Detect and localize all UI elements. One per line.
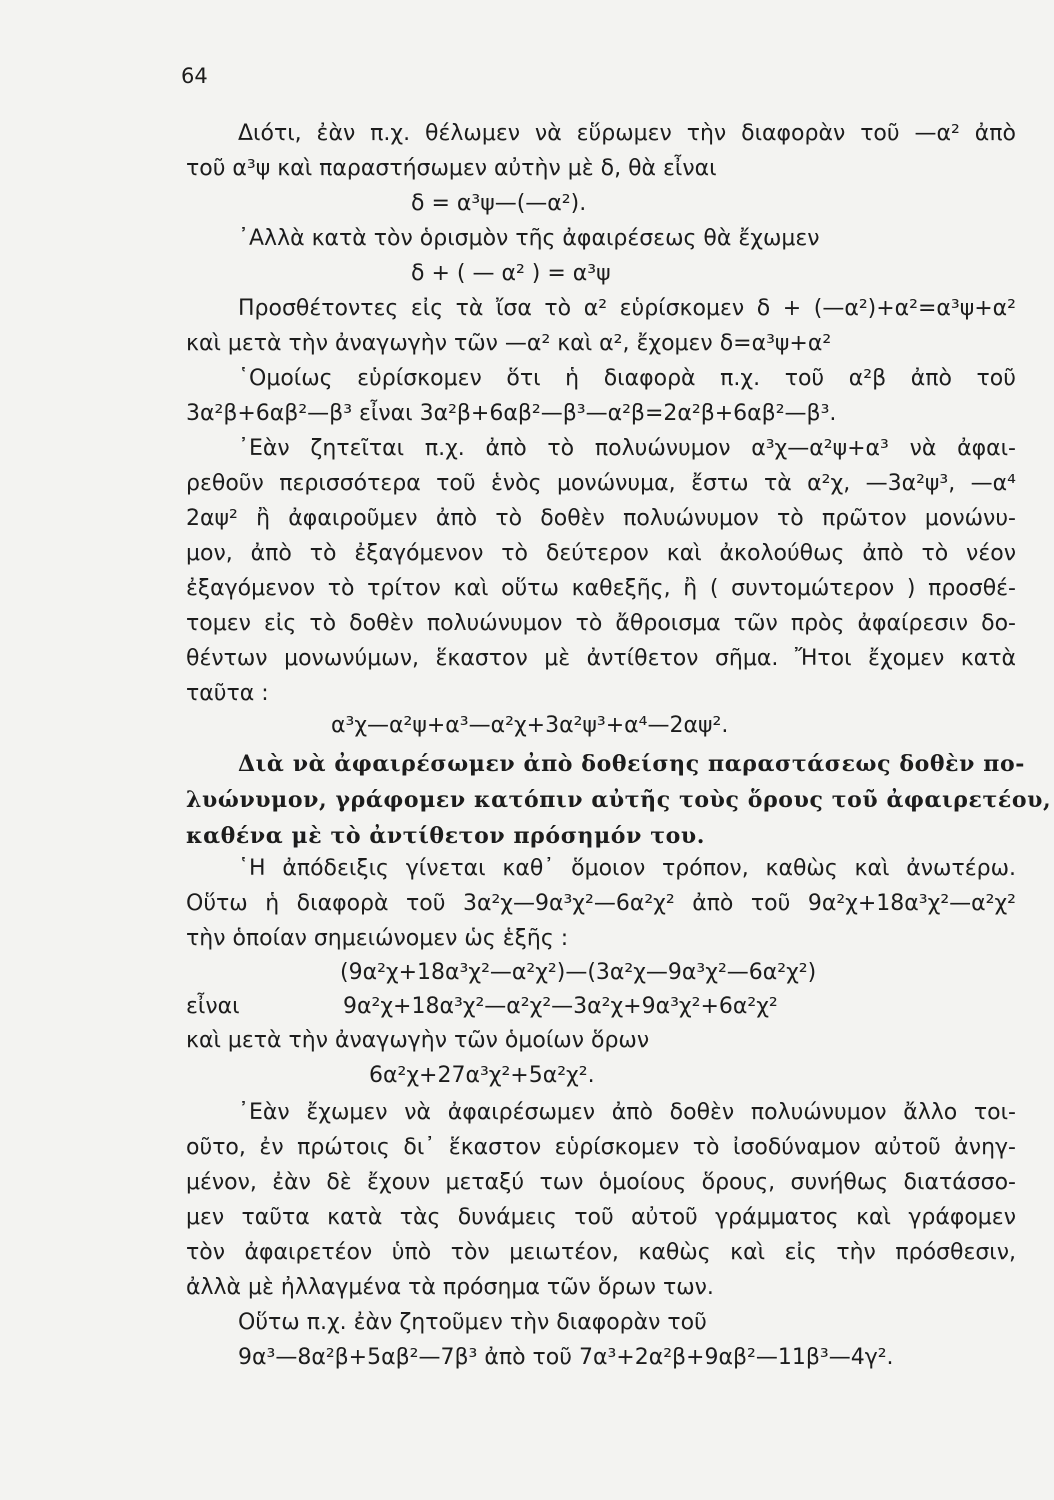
text-line: ἐξαγόμενον τὸ τρίτον καὶ οὕτω καθεξῆς, ἢ ( συντομώτερον ) προσθέ-	[186, 576, 1016, 601]
equation: 9α²χ+18α³χ²—α²χ²—3α²χ+9α³χ²+6α²χ²	[343, 994, 778, 1019]
text-line: Οὕτω π.χ. ἐὰν ζητοῦμεν τὴν διαφορὰν τοῦ	[238, 1310, 707, 1335]
text-line: ᾿Εὰν ἔχωμεν νὰ ἀφαιρέσωμεν ἀπὸ δοθὲν πολυώνυμον ἄλλο τοι-	[238, 1100, 1016, 1125]
equation: δ + ( — α² ) = α³ψ	[411, 261, 611, 286]
text-line: τὸν ἀφαιρετέον ὑπὸ τὸν μειωτέον, καθὼς καὶ εἰς τὴν πρόσθεσιν,	[186, 1240, 1016, 1265]
text-line: 2αψ² ἢ ἀφαιροῦμεν ἀπὸ τὸ δοθὲν πολυώνυμον τὸ πρῶτον μονώνυ-	[186, 506, 1016, 531]
text-line: ταῦτα :	[186, 681, 269, 706]
text-line: Διότι, ἐὰν π.χ. θέλωμεν νὰ εὕρωμεν τὴν διαφορὰν τοῦ —α² ἀπὸ	[238, 121, 1016, 146]
equation: (9α²χ+18α³χ²—α²χ²)—(3α²χ—9α³χ²—6α²χ²)	[340, 960, 817, 985]
rule-line: λυώνυμον, γράφομεν κατόπιν αὐτῆς τοὺς ὅρους τοῦ ἀφαιρετέου,	[186, 787, 1052, 813]
equation: α³χ—α²ψ+α³—α²χ+3α²ψ³+α⁴—2αψ².	[331, 713, 729, 738]
text-line: οῦτο, ἐν πρώτοις δι᾿ ἕκαστον εὑρίσκομεν τὸ ἰσοδύναμον αὐτοῦ ἀνηγ-	[186, 1135, 1016, 1160]
text-line: καὶ μετὰ τὴν ἀναγωγὴν τῶν —α² καὶ α², ἔχομεν δ=α³ψ+α²	[186, 331, 832, 356]
text-line: Προσθέτοντες εἰς τὰ ἴσα τὸ α² εὑρίσκομεν δ + (—α²)+α²=α³ψ+α²	[238, 296, 1016, 321]
page-number: 64	[181, 64, 208, 88]
text-line: ῾Ομοίως εὑρίσκομεν ὅτι ἡ διαφορὰ π.χ. τοῦ α²β ἀπὸ τοῦ	[238, 366, 1016, 391]
equation: δ = α³ψ—(—α²).	[411, 191, 587, 216]
text-line: καὶ μετὰ τὴν ἀναγωγὴν τῶν ὁμοίων ὅρων	[186, 1028, 650, 1053]
rule-line: Διὰ νὰ ἀφαιρέσωμεν ἀπὸ δοθείσης παραστάσεως δοθὲν πο-	[238, 751, 1025, 777]
text-line: ᾿Εὰν ζητεῖται π.χ. ἀπὸ τὸ πολυώνυμον α³χ—α²ψ+α³ νὰ ἀφαι-	[238, 436, 1016, 461]
text-line: ᾿Αλλὰ κατὰ τὸν ὁρισμὸν τῆς ἀφαιρέσεως θὰ ἔχωμεν	[238, 226, 820, 251]
text-line: θέντων μονωνύμων, ἕκαστον μὲ ἀντίθετον σῆμα. Ἤτοι ἔχομεν κατὰ	[186, 646, 1016, 671]
text-line: ἀλλὰ μὲ ἠλλαγμένα τὰ πρόσημα τῶν ὅρων των.	[186, 1275, 714, 1300]
text-line: τοῦ α³ψ καὶ παραστήσωμεν αὐτὴν μὲ δ, θὰ εἶναι	[186, 156, 717, 181]
text-line: 3α²β+6αβ²—β³ εἶναι 3α²β+6αβ²—β³—α²β=2α²β+6αβ²—β³.	[186, 401, 837, 426]
text-line: τομεν εἰς τὸ δοθὲν πολυώνυμον τὸ ἄθροισμα τῶν πρὸς ἀφαίρεσιν δο-	[186, 611, 1016, 636]
text-line: ῾Η ἀπόδειξις γίνεται καθ᾿ ὅμοιον τρόπον, καθὼς καὶ ἀνωτέρω.	[238, 856, 1016, 881]
text-line: μον, ἀπὸ τὸ ἐξαγόμενον τὸ δεύτερον καὶ ἀκολούθως ἀπὸ τὸ νέον	[186, 541, 1016, 566]
equation: 6α²χ+27α³χ²+5α²χ².	[369, 1063, 595, 1088]
text-line: εἶναι	[186, 994, 240, 1019]
text-line: Οὕτω ἡ διαφορὰ τοῦ 3α²χ—9α³χ²—6α²χ² ἀπὸ τοῦ 9α²χ+18α³χ²—α²χ²	[186, 891, 1016, 916]
rule-line: καθένα μὲ τὸ ἀντίθετον πρόσημόν του.	[186, 823, 706, 849]
text-line: ρεθοῦν περισσότερα τοῦ ἑνὸς μονώνυμα, ἔστω τὰ α²χ, —3α²ψ³, —α⁴	[186, 471, 1016, 496]
text-line: μεν ταῦτα κατὰ τὰς δυνάμεις τοῦ αὐτοῦ γράμματος καὶ γράφομεν	[186, 1205, 1016, 1230]
equation: 9α³—8α²β+5αβ²—7β³ ἀπὸ τοῦ 7α³+2α²β+9αβ²—11β³—4γ².	[238, 1345, 894, 1370]
text-line: μένον, ἐὰν δὲ ἔχουν μεταξύ των ὁμοίους ὅρους, συνήθως διατάσσο-	[186, 1170, 1016, 1195]
text-line: τὴν ὁποίαν σημειώνομεν ὡς ἑξῆς :	[186, 926, 569, 951]
